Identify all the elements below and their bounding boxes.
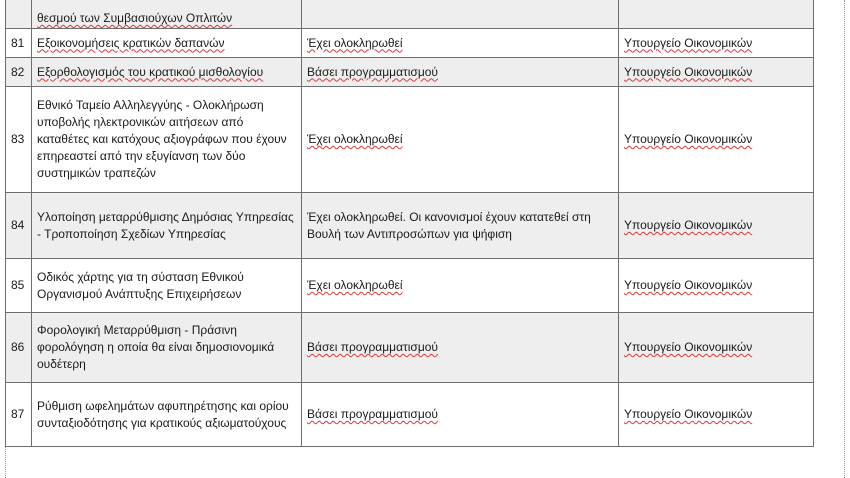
table-row bbox=[6, 58, 814, 87]
table-row bbox=[6, 259, 814, 313]
page-margin-right bbox=[844, 0, 850, 478]
table-row bbox=[6, 87, 814, 193]
table-row bbox=[6, 0, 814, 29]
reform-title: Οδικός χάρτης για τη σύσταση Εθνικού Οργανισμού Ανάπτυξης Επιχειρήσεων bbox=[32, 259, 302, 313]
ministry-cell: Υπουργείο Οικονομικών bbox=[619, 87, 814, 193]
status-cell: Έχει ολοκληρωθεί bbox=[302, 259, 619, 313]
table-row bbox=[6, 383, 814, 447]
ministry-cell bbox=[619, 0, 814, 29]
row-number: 84 bbox=[6, 193, 32, 259]
ministry-cell: Υπουργείο Οικονομικών bbox=[619, 383, 814, 447]
row-number: 87 bbox=[6, 383, 32, 447]
table-row bbox=[6, 313, 814, 383]
reforms-table bbox=[5, 0, 814, 447]
reform-title: θεσμού των Συμβασιούχων Οπλιτών bbox=[32, 0, 302, 29]
ministry-cell: Υπουργείο Οικονομικών bbox=[619, 29, 814, 58]
reform-title: Εξοικονομήσεις κρατικών δαπανών bbox=[32, 29, 302, 58]
table-row bbox=[6, 29, 814, 58]
reform-title: Υλοποίηση μεταρρύθμισης Δημόσιας Υπηρεσίας - Τροποποίηση Σχεδίων Υπηρεσίας bbox=[32, 193, 302, 259]
status-cell: Έχει ολοκληρωθεί. Οι κανονισμοί έχουν κατατεθεί στη Βουλή των Αντιπροσώπων για ψήφιση bbox=[302, 193, 619, 259]
status-cell: Βάσει προγραμματισμού bbox=[302, 383, 619, 447]
reform-title: Ρύθμιση ωφελημάτων αφυπηρέτησης και ορίου συνταξιοδότησης για κρατικούς αξιωματούχους bbox=[32, 383, 302, 447]
row-number: 85 bbox=[6, 259, 32, 313]
row-number: 83 bbox=[6, 87, 32, 193]
row-number: 82 bbox=[6, 58, 32, 87]
row-number: 81 bbox=[6, 29, 32, 58]
status-cell: Βάσει προγραμματισμού bbox=[302, 58, 619, 87]
reform-title: Φορολογική Μεταρρύθμιση - Πράσινη φορολόγηση η οποία θα είναι δημοσιονομικά ουδέτερη bbox=[32, 313, 302, 383]
ministry-cell: Υπουργείο Οικονομικών bbox=[619, 259, 814, 313]
ministry-cell: Υπουργείο Οικονομικών bbox=[619, 58, 814, 87]
table-row bbox=[6, 193, 814, 259]
ministry-cell: Υπουργείο Οικονομικών bbox=[619, 313, 814, 383]
status-cell bbox=[302, 0, 619, 29]
status-cell: Έχει ολοκληρωθεί bbox=[302, 87, 619, 193]
reform-title: Εθνικό Ταμείο Αλληλεγγύης - Ολοκλήρωση υποβολής ηλεκτρονικών αιτήσεων από καταθέτες και κατόχους αξιογράφων που έχουν επηρεαστεί από την εξυγίανση των δύο συστημικών τραπεζών bbox=[32, 87, 302, 193]
status-cell: Έχει ολοκληρωθεί bbox=[302, 29, 619, 58]
ministry-cell: Υπουργείο Οικονομικών bbox=[619, 193, 814, 259]
row-number bbox=[6, 0, 32, 29]
reform-title: Εξορθολογισμός του κρατικού μισθολογίου bbox=[32, 58, 302, 87]
status-cell: Βάσει προγραμματισμού bbox=[302, 313, 619, 383]
row-number: 86 bbox=[6, 313, 32, 383]
